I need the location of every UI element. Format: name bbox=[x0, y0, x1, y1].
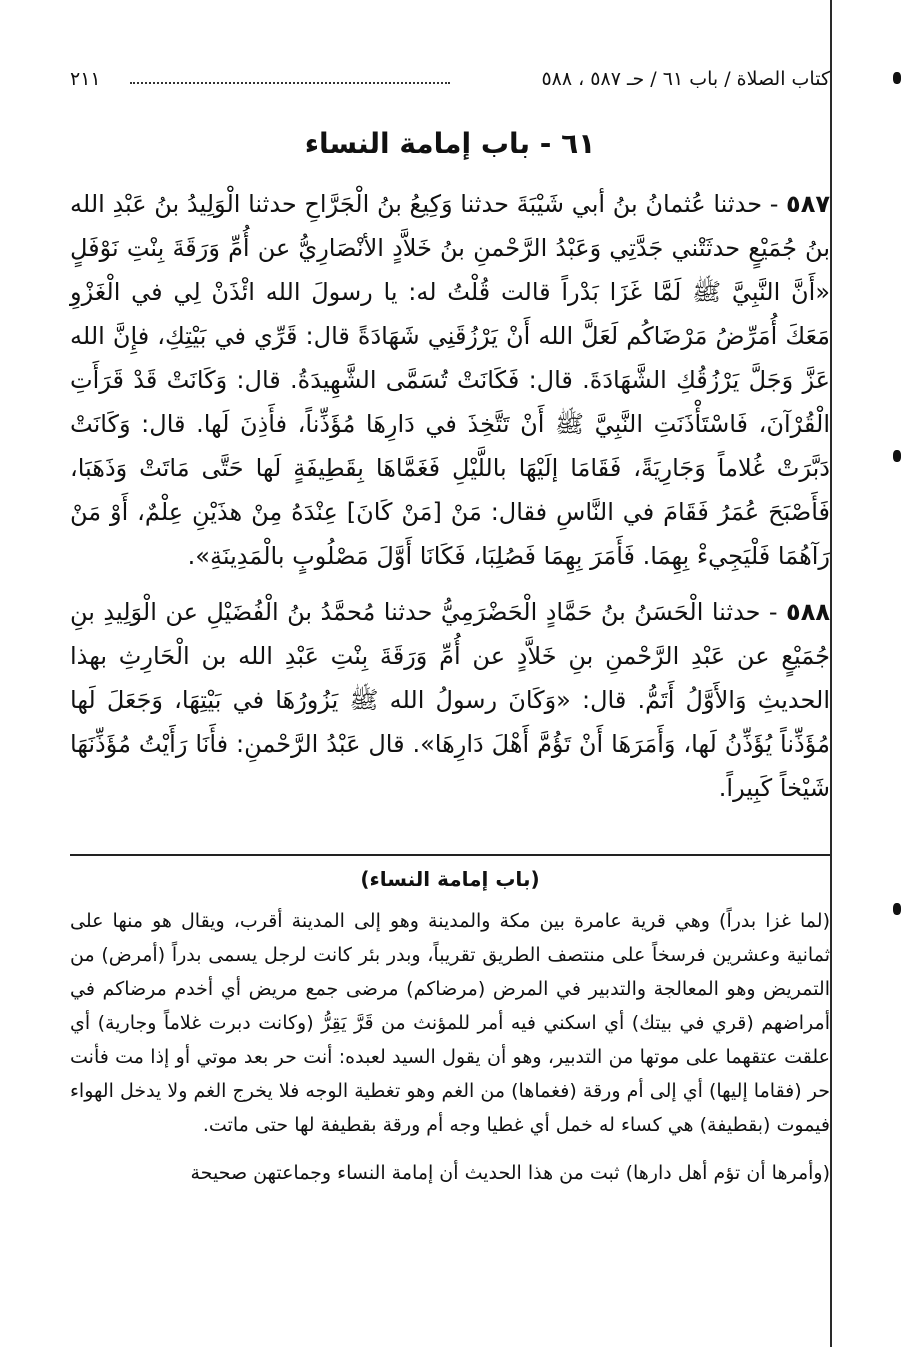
commentary-title: (باب إمامة النساء) bbox=[360, 867, 540, 891]
binding-edge bbox=[830, 0, 832, 1347]
running-header bbox=[70, 62, 830, 96]
hadith-587 bbox=[70, 182, 830, 578]
commentary-paragraph: (وأمرها أن تؤم أهل دارها) ثبت من هذا الحديث أن إمامة النساء وجماعتهن صحيحة bbox=[190, 1162, 830, 1184]
leader-dots bbox=[130, 82, 450, 84]
hadith-number: ٥٨٧ bbox=[786, 190, 830, 218]
hadith-body: - حدثنا عُثمانُ بنُ أبي شَيْبَةَ حدثنا وَكِيعُ بنُ الْجَرَّاحِ حدثنا الْوَلِيدُ بنُ عَبْدِ الله بنُ جُمَيْعٍ حدثَتْني جَدَّتِي وَعَبْدُ الرَّحْمنِ بنُ خَلاَّدٍ الأنْصَارِيُّ عن أُمِّ وَرَقَةَ بِنْتِ نَوْفَلٍ «أَنَّ النَّبِيَّ ﷺ لَمَّا غَزَا بَدْراً قالت قُلْتُ له: يا رسولَ الله ائْذَنْ لِي في الْغَزْوِ مَعَكَ أُمَرِّضُ مَرْضَاكُم لَعَلَّ الله أَنْ يَرْزُقَنِي شَهَادَةً قال: قَرِّي في بَيْتِكِ، فإِنَّ الله عَزَّ وَجَلَّ يَرْزُقُكِ الشَّهَادَةَ. قال: فَكَانَتْ تُسَمَّى الشَّهِيدَةُ. قال: وَكَانَتْ قَدْ قَرَأَتِ الْقُرْآنَ، فَاسْتَأْذَنَتِ النَّبِيَّ ﷺ أَنْ تَتَّخِذَ في دَارِهَا مُؤَذِّناً، فأَذِنَ لَها. قال: وَكَانَتْ دَبَّرَتْ غُلاماً وَجَارِيَةً، فَقَامَا إلَيْهَا باللَّيْلِ فَغَمَّاهَا بِقَطِيفَةٍ لَها حَتَّى مَاتَتْ وَذَهَبَا، فَأَصْبَحَ عُمَرُ فَقَامَ في النَّاسِ فقال: مَنْ [مَنْ كَانَ] عِنْدَهُ مِنْ هذَيْنِ عِلْمٌ، أَوْ مَنْ رَآهُمَا فَلْيَجِيءْ بِهِمَا. فَأَمَرَ بِهِمَا فَصُلِبَا، فَكَانَا أَوَّلَ مَصْلُوبٍ بالْمَدِينَةِ». bbox=[70, 190, 830, 570]
chapter-title: ٦١ - باب إمامة النساء bbox=[304, 127, 596, 160]
page-number: ٢١١ bbox=[70, 68, 101, 90]
hadith-number: ٥٨٨ bbox=[786, 598, 830, 626]
running-head-text: كتاب الصلاة / باب ٦١ / حـ ٥٨٧ ، ٥٨٨ bbox=[541, 68, 830, 90]
section-divider bbox=[70, 854, 830, 856]
commentary-paragraph: (لما غزا بدراً) وهي قرية عامرة بين مكة والمدينة وهو إلى المدينة أقرب، ويقال هو منها على ثمانية وعشرين فرسخاً على منتصف الطريق تقريباً، وبدر بئر كانت لرجل يسمى بدراً (أمرض) من التمريض وهو المعالجة والتدبير في المرض (مرضاكم) مرضى جمع مريض أي أخدم مرضاكم في أمراضهم (قري في بيتك) أي اسكني فيه أمر للمؤنث من قَرَّ يَقِرُّ (وكانت دبرت غلاماً وجارية) أي علقت عتقهما على موتها من التدبير، وهو أن يقول السيد لعبده: أنت حر بعد موتي أو إذا مت فأنت حر (فقاما إليها) أي إلى أم ورقة (فغماها) من الغم وهو تغطية الوجه فلا يخرج الغم ولا يدخل الهواء فيموت (بقطيفة) هي كساء له خمل أي غطيا وجه أم ورقة بقطيفة لها حتى ماتت. bbox=[70, 910, 830, 1136]
margin-mark bbox=[893, 903, 901, 915]
hadith-body: - حدثنا الْحَسَنُ بنُ حَمَّادٍ الْحَضْرَمِيُّ حدثنا مُحمَّدُ بنُ الْفُضَيْلِ عن الْوَلِيدِ بنِ جُمَيْعٍ عن عَبْدِ الرَّحْمنِ بنِ خَلاَّدٍ عن أُمِّ وَرَقَةَ بِنْتِ عَبْدِ الله بن الْحَارِثِ بهذا الحديثِ وَالأَوَّلُ أَتَمُّ. قال: «وَكَانَ رسولُ الله ﷺ يَزُورُهَا في بَيْتِهَا، وَجَعَلَ لَها مُؤَذِّناً يُؤَذِّنُ لَها، وَأَمَرَهَا أَنْ تَؤُمَّ أَهْلَ دَارِهَا». قال عَبْدُ الرَّحْمنِ: فأَنَا رَأَيْتُ مُؤَذِّنَهَا شَيْخاً كَبِيراً. bbox=[70, 598, 830, 802]
hadith-text bbox=[70, 182, 830, 810]
margin-mark bbox=[893, 72, 901, 84]
commentary bbox=[70, 862, 830, 1190]
margin-mark bbox=[893, 450, 901, 462]
hadith-588 bbox=[70, 590, 830, 810]
